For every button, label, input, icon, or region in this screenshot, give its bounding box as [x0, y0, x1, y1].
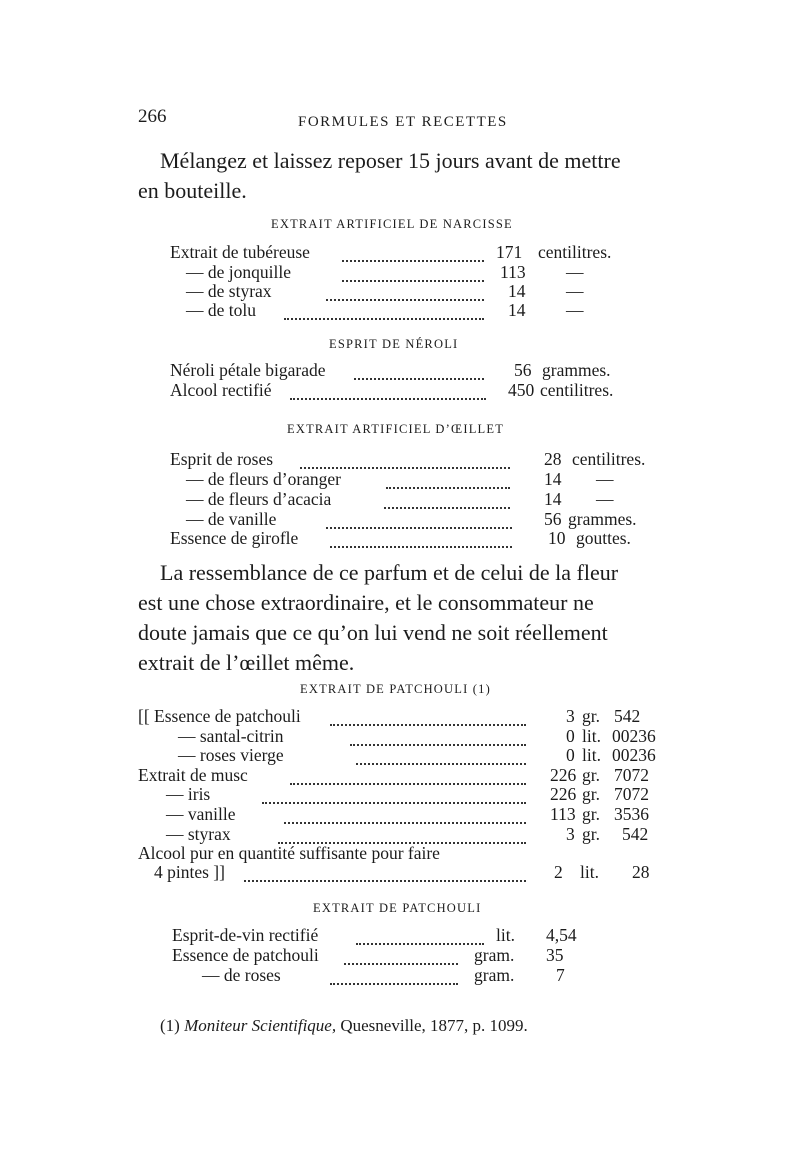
recipe-unit: lit. [582, 726, 601, 746]
running-title: FORMULES ET RECETTES [298, 114, 508, 130]
recipe-label: Esprit de roses [170, 449, 274, 469]
recipe-decimal: 3536 [614, 804, 649, 824]
recipe-unit: gr. [582, 706, 600, 726]
recipe-label: — roses vierge [178, 745, 284, 765]
recipe-label: Essence de patchouli [172, 945, 319, 965]
recipe-unit: gr. [582, 784, 600, 804]
recipe-unit: gram. [474, 945, 515, 965]
recipe-unit: grammes. [542, 360, 611, 380]
recipe-unit: gr. [582, 804, 600, 824]
recipe-unit: gr. [582, 765, 600, 785]
recipe-qty: 10 [548, 528, 566, 548]
recipe-label-alcool-cont: 4 pintes ]] [154, 862, 225, 882]
section-title-narcisse: EXTRAIT ARTIFICIEL DE NARCISSE [271, 217, 513, 231]
dot-leader [330, 724, 526, 726]
recipe-decimal: 7072 [614, 784, 649, 804]
recipe-unit: — [566, 300, 584, 320]
dot-leader [342, 280, 484, 282]
section-title-patchouli-2: EXTRAIT DE PATCHOULI [313, 901, 482, 915]
recipe-qty: 3 [566, 824, 575, 844]
dot-leader [262, 802, 526, 804]
recipe-qty: 3 [566, 706, 575, 726]
recipe-qty: 56 [514, 360, 532, 380]
recipe-qty: 226 [550, 784, 577, 804]
recipe-unit: centilitres. [538, 242, 612, 262]
recipe-decimal: 28 [632, 862, 650, 882]
recipe-label: — de jonquille [186, 262, 291, 282]
recipe-unit: lit. [582, 745, 601, 765]
recipe-unit: — [596, 469, 614, 489]
recipe-label: — de fleurs d’acacia [186, 489, 332, 509]
recipe-qty: 14 [508, 300, 526, 320]
recipe-qty: 171 [496, 242, 523, 262]
recipe-label: — de vanille [186, 509, 277, 529]
footnote-marker: (1) [160, 1016, 180, 1035]
intro-line-2: en bouteille. [138, 178, 247, 203]
recipe-decimal: 542 [622, 824, 649, 844]
dot-leader [326, 527, 512, 529]
dot-leader [284, 822, 526, 824]
recipe-unit: — [566, 262, 584, 282]
paragraph-line-2: est une chose extraordinaire, et le consommateur ne [138, 590, 594, 615]
recipe-decimal: 00236 [612, 726, 656, 746]
section-title-neroli: ESPRIT DE NÉROLI [329, 337, 459, 351]
recipe-label: — styrax [166, 824, 231, 844]
recipe-label: — vanille [166, 804, 236, 824]
recipe-label: [[ Essence de patchouli [138, 706, 301, 726]
recipe-label: Extrait de musc [138, 765, 248, 785]
recipe-label-alcool: Alcool pur en quantité suffisante pour faire [138, 843, 440, 863]
recipe-label: Extrait de tubéreuse [170, 242, 310, 262]
dot-leader [356, 763, 526, 765]
dot-leader [350, 744, 526, 746]
recipe-label: — de tolu [186, 300, 256, 320]
recipe-unit: — [566, 281, 584, 301]
dot-leader [326, 299, 484, 301]
recipe-qty: 113 [500, 262, 526, 282]
recipe-qty: 14 [544, 469, 562, 489]
recipe-qty: 35 [546, 945, 564, 965]
dot-leader [354, 378, 484, 380]
dot-leader [384, 507, 510, 509]
recipe-qty: 14 [508, 281, 526, 301]
recipe-qty: 28 [544, 449, 562, 469]
dot-leader [330, 983, 458, 985]
recipe-qty: 56 [544, 509, 562, 529]
recipe-unit: gr. [582, 824, 600, 844]
paragraph-line-3: doute jamais que ce qu’on lui vend ne soit réellement [138, 620, 608, 645]
intro-line-1: Mélangez et laissez reposer 15 jours avant de mettre [160, 148, 621, 173]
recipe-unit: gouttes. [576, 528, 631, 548]
recipe-label: — santal-citrin [178, 726, 284, 746]
recipe-label: Essence de girofle [170, 528, 299, 548]
recipe-decimal: 542 [614, 706, 641, 726]
recipe-label: — iris [166, 784, 211, 804]
paragraph-line-1: La ressemblance de ce parfum et de celui de la fleur [160, 560, 619, 585]
recipe-qty: 0 [566, 726, 575, 746]
footnote [160, 1016, 528, 1036]
recipe-decimal: 00236 [612, 745, 656, 765]
dot-leader [244, 880, 526, 882]
dot-leader [284, 318, 484, 320]
recipe-label: — de roses [202, 965, 281, 985]
recipe-label: Néroli pétale bigarade [170, 360, 326, 380]
recipe-qty: 2 [554, 862, 563, 882]
paragraph-line-4: extrait de l’œillet même. [138, 650, 355, 675]
dot-leader [290, 398, 486, 400]
recipe-unit: gram. [474, 965, 515, 985]
recipe-decimal: 7072 [614, 765, 649, 785]
recipe-qty: 113 [550, 804, 576, 824]
recipe-unit: lit. [580, 862, 599, 882]
recipe-qty: 0 [566, 745, 575, 765]
recipe-qty: 4,54 [546, 925, 577, 945]
recipe-label: Esprit-de-vin rectifié [172, 925, 319, 945]
recipe-qty: 450 [508, 380, 535, 400]
dot-leader [344, 963, 458, 965]
recipe-qty: 7 [556, 965, 565, 985]
footnote-source: Moniteur Scientifique, [184, 1016, 337, 1035]
recipe-label: — de fleurs d’oranger [186, 469, 342, 489]
recipe-unit: grammes. [568, 509, 637, 529]
recipe-qty: 14 [544, 489, 562, 509]
recipe-unit: centilitres. [540, 380, 614, 400]
dot-leader [356, 943, 484, 945]
recipe-unit: lit. [496, 925, 515, 945]
dot-leader [330, 546, 512, 548]
dot-leader [290, 783, 526, 785]
recipe-label: — de styrax [186, 281, 272, 301]
recipe-unit: — [596, 489, 614, 509]
dot-leader [386, 487, 510, 489]
recipe-label: Alcool rectifié [170, 380, 272, 400]
footnote-rest: Quesneville, 1877, p. 1099. [340, 1016, 528, 1035]
recipe-qty: 226 [550, 765, 577, 785]
section-title-oeillet: EXTRAIT ARTIFICIEL D’ŒILLET [287, 422, 505, 436]
section-title-patchouli-1: EXTRAIT DE PATCHOULI (1) [300, 682, 491, 696]
dot-leader [342, 260, 484, 262]
recipe-unit: centilitres. [572, 449, 646, 469]
page-number: 266 [138, 106, 167, 127]
